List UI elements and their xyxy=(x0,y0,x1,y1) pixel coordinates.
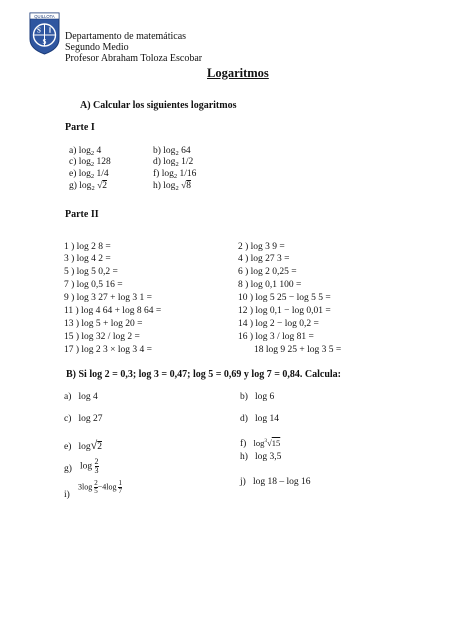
radical-icon: √ xyxy=(97,181,103,191)
b-item-c: c) log 27 xyxy=(64,414,103,424)
parte2-left-17: 17 ) log 2 3 × log 3 4 = xyxy=(64,345,153,355)
b-item-g-letter: g) xyxy=(64,464,72,474)
b-item-f: f) $\log^3√15$ xyxy=(240,438,281,450)
parte1-item-h: h) $\log_2 √8$ xyxy=(153,181,192,192)
parte2-right-10: 10 ) log 5 25 − log 5 5 = xyxy=(238,293,331,303)
parte2-right-12: 12 ) log 0,1 − log 0,01 = xyxy=(238,306,331,316)
logo-letter-3: S xyxy=(42,38,47,46)
parte2-left-1: 1 ) log 2 8 = xyxy=(64,242,111,252)
parte2-left-9: 9 ) log 3 27 + log 3 1 = xyxy=(64,293,153,303)
b-item-b: b) log 6 xyxy=(240,392,275,402)
parte2-right-8: 8 ) log 0,1 100 = xyxy=(238,280,302,290)
page-title: Logaritmos xyxy=(207,66,269,80)
b-item-d: d) log 14 xyxy=(240,414,280,424)
parte1-item-b: b) $\log_2 64$ xyxy=(153,146,191,157)
parte1-item-a: a) $\log_2 4$ xyxy=(69,146,102,157)
section-a-heading: A) Calcular los siguientes logaritmos xyxy=(80,100,237,111)
logo-text: QUILLOTA xyxy=(34,13,55,19)
b-item-j: j) log 18 – log 16 xyxy=(240,477,311,487)
parte2-left-7: 7 ) log 0,5 16 = xyxy=(64,280,123,290)
parte2-right-16: 16 ) log 3 / log 81 = xyxy=(238,332,314,342)
parte2-right-6: 6 ) log 2 0,25 = xyxy=(238,267,297,277)
b-item-i-letter: i) xyxy=(64,490,70,500)
header-line-department: Departamento de matemáticas xyxy=(65,31,187,42)
parte1-item-d: d) $\log_2 1/2$ xyxy=(153,157,194,168)
header-line-grade: Segundo Medio xyxy=(65,42,129,53)
parte1-item-e: e) $\log_2 1/4$ xyxy=(69,169,109,180)
b-item-e: e) log√2 xyxy=(64,438,102,452)
parte2-right-2: 2 ) log 3 9 = xyxy=(238,242,285,252)
b-item-h: h) log 3,5 xyxy=(240,452,282,462)
radical-icon: √ xyxy=(181,181,187,191)
parte1-item-f: f) $\log_2 1/16$ xyxy=(153,169,197,180)
section-b-heading: B) Si log 2 = 0,3; log 3 = 0,47; log 5 = 0,69 y log 7 = 0,84. Calcula: xyxy=(66,369,342,380)
parte1-item-g: g) $\log_2 √2$ xyxy=(69,181,108,192)
parte2-left-5: 5 ) log 5 0,2 = xyxy=(64,267,118,277)
header-line-teacher: Profesor Abraham Toloza Escobar xyxy=(65,53,203,64)
b-item-g-expr: log $\frac{2}{3}$ xyxy=(80,457,99,475)
radical-icon: √ xyxy=(267,438,272,449)
parte2-right-4: 4 ) log 27 3 = xyxy=(238,254,290,264)
parte2-right-18: 18 log 9 25 + log 3 5 = xyxy=(254,345,342,355)
logo-letter-2: I xyxy=(48,26,52,35)
parte-ii-label: Parte II xyxy=(65,209,99,220)
parte2-right-14: 14 ) log 2 − log 0,2 = xyxy=(238,319,319,329)
radical-icon: √ xyxy=(90,438,98,452)
parte2-left-3: 3 ) log 4 2 = xyxy=(64,254,111,264)
school-logo xyxy=(28,11,61,55)
b-item-i-expr: 3log $\frac{2}{5}$ −4log $\frac{1}{7}$ xyxy=(78,479,122,495)
parte2-left-15: 15 ) log 32 / log 2 = xyxy=(64,332,140,342)
parte2-left-11: 11 ) log 4 64 + log 8 64 = xyxy=(64,306,162,316)
b-item-a: a) log 4 xyxy=(64,392,98,402)
parte2-left-13: 13 ) log 5 + log 20 = xyxy=(64,319,143,329)
parte1-item-c: c) $\log_2 128$ xyxy=(69,157,111,168)
logo-letter-1: S xyxy=(37,26,41,35)
parte-i-label: Parte I xyxy=(65,122,95,133)
